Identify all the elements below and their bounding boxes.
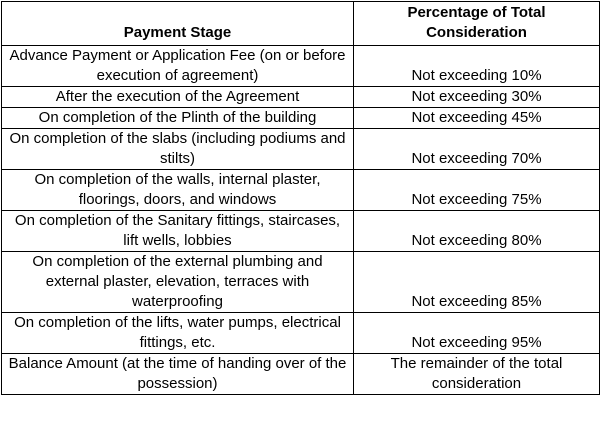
payment-stage-cell: On completion of the slabs (including podiums and stilts) [2,129,354,170]
table-header-row [2,2,600,46]
percentage-cell: Not exceeding 80% [354,211,600,252]
payment-stage-cell: On completion of the external plumbing and external plaster, elevation, terraces with waterproofing [2,252,354,313]
payment-stage-cell: On completion of the Plinth of the building [2,108,354,129]
table-row [2,252,600,313]
table-row [2,108,600,129]
table-row [2,46,600,87]
percentage-cell: Not exceeding 70% [354,129,600,170]
percentage-cell: Not exceeding 45% [354,108,600,129]
table-row [2,87,600,108]
header-percentage: Percentage of Total Consideration [354,2,600,46]
header-payment-stage: Payment Stage [2,2,354,46]
percentage-cell: Not exceeding 95% [354,313,600,354]
payment-stage-cell: On completion of the Sanitary fittings, staircases, lift wells, lobbies [2,211,354,252]
payment-stage-cell: After the execution of the Agreement [2,87,354,108]
percentage-cell: Not exceeding 10% [354,46,600,87]
percentage-cell: Not exceeding 85% [354,252,600,313]
percentage-cell: Not exceeding 75% [354,170,600,211]
percentage-cell: Not exceeding 30% [354,87,600,108]
percentage-cell: The remainder of the total consideration [354,354,600,395]
payment-stage-cell: Balance Amount (at the time of handing over of the possession) [2,354,354,395]
table-row [2,129,600,170]
table-row [2,170,600,211]
table-row [2,211,600,252]
payment-stage-cell: On completion of the walls, internal plaster, floorings, doors, and windows [2,170,354,211]
table-row [2,313,600,354]
payment-stage-cell: On completion of the lifts, water pumps, electrical fittings, etc. [2,313,354,354]
table-row [2,354,600,395]
payment-schedule-table [1,1,600,395]
payment-stage-cell: Advance Payment or Application Fee (on or before execution of agreement) [2,46,354,87]
